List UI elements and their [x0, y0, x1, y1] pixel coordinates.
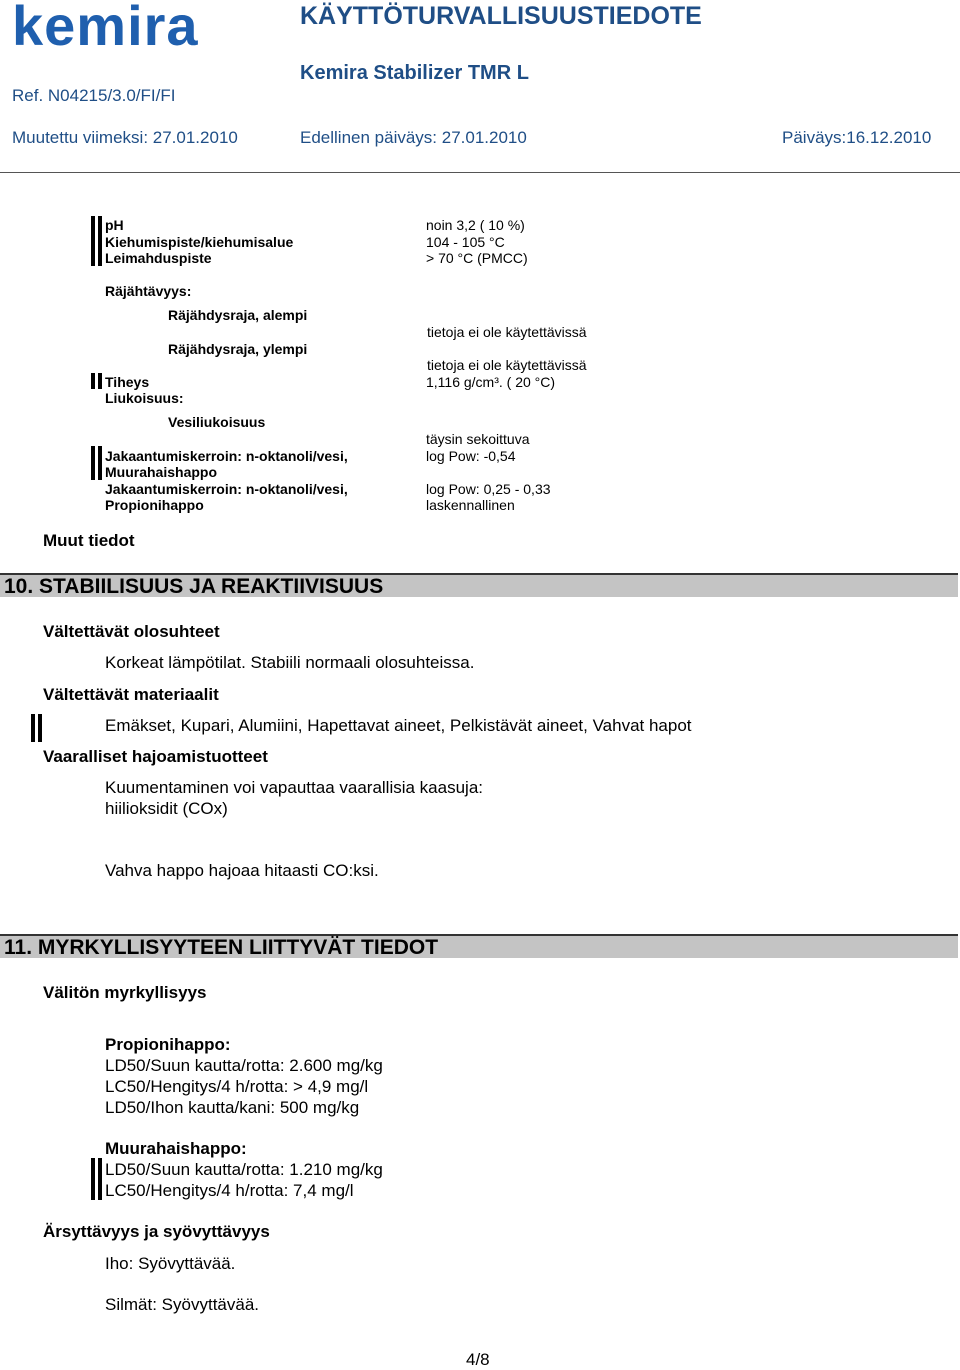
decomposition-note: Vahva happo hajoaa hitaasti CO:ksi. — [105, 861, 379, 880]
flash-point-label: Leimahduspiste — [105, 250, 212, 266]
formic-lc50-inhal: LC50/Hengitys/4 h/rotta: 7,4 mg/l — [105, 1181, 354, 1200]
change-bar — [91, 216, 95, 266]
partition-formic-value: log Pow: -0,54 — [426, 448, 516, 464]
propionic-lc50-inhal: LC50/Hengitys/4 h/rotta: > 4,9 mg/l — [105, 1077, 369, 1096]
upper-limit-value: tietoja ei ole käytettävissä — [427, 357, 587, 373]
lower-limit-value: tietoja ei ole käytettävissä — [427, 324, 587, 340]
materials-text: Emäkset, Kupari, Alumiini, Hapettavat aineet, Pelkistävät aineet, Vahvat hapot — [105, 716, 692, 735]
conditions-text: Korkeat lämpötilat. Stabiili normaali olosuhteissa. — [105, 653, 475, 672]
partition-formic-substance: Muurahaishappo — [105, 464, 218, 480]
partition-propionic-value: log Pow: 0,25 - 0,33 — [426, 481, 551, 497]
partition-propionic-note: laskennallinen — [426, 497, 515, 513]
propionic-ld50-oral: LD50/Suun kautta/rotta: 2.600 mg/kg — [105, 1056, 383, 1075]
issue-date: Päiväys:16.12.2010 — [782, 128, 932, 147]
section-10-heading: 10. STABIILISUUS JA REAKTIIVISUUS — [0, 573, 958, 597]
density-label: Tiheys — [105, 374, 150, 390]
ph-label: pH — [105, 217, 124, 233]
previous-date: Edellinen päiväys: 27.01.2010 — [300, 128, 527, 147]
solubility-label: Liukoisuus: — [105, 390, 184, 406]
acute-toxicity-heading: Välitön myrkyllisyys — [43, 983, 207, 1002]
change-bar — [91, 1158, 95, 1200]
skin-effect: Iho: Syövyttävää. — [105, 1254, 236, 1273]
partition-propionic-substance: Propionihappo — [105, 497, 204, 513]
lower-limit-label: Räjähdysraja, alempi — [168, 307, 308, 323]
page-number: 4/8 — [466, 1350, 490, 1369]
upper-limit-label: Räjähdysraja, ylempi — [168, 341, 308, 357]
explosive-label: Räjähtävyys: — [105, 283, 192, 299]
density-value: 1,116 g/cm³. ( 20 °C) — [426, 374, 556, 390]
materials-heading: Vältettävät materiaalit — [43, 685, 219, 704]
irritation-heading: Ärsyttävyys ja syövyttävyys — [43, 1222, 270, 1241]
change-bar — [38, 714, 42, 742]
change-bar — [98, 1158, 102, 1200]
change-bar — [31, 714, 35, 742]
formic-heading: Muurahaishappo: — [105, 1139, 247, 1158]
product-name: Kemira Stabilizer TMR L — [300, 62, 529, 84]
document-title: KÄYTTÖTURVALLISUUSTIEDOTE — [300, 2, 702, 30]
eye-effect: Silmät: Syövyttävää. — [105, 1295, 260, 1314]
other-info-heading: Muut tiedot — [43, 531, 135, 550]
boiling-value: 104 - 105 °C — [426, 234, 505, 250]
ph-value: noin 3,2 ( 10 %) — [426, 217, 525, 233]
change-bar — [91, 446, 95, 480]
propionic-ld50-dermal: LD50/Ihon kautta/kani: 500 mg/kg — [105, 1098, 360, 1117]
reference-number: Ref. N04215/3.0/FI/FI — [12, 86, 176, 105]
decomposition-products: hiilioksidit (COx) — [105, 799, 228, 818]
water-solubility-value: täysin sekoittuva — [426, 431, 530, 447]
conditions-heading: Vältettävät olosuhteet — [43, 622, 220, 641]
change-bar — [98, 446, 102, 480]
partition-propionic-label: Jakaantumiskerroin: n-oktanoli/vesi, — [105, 481, 348, 497]
formic-ld50-oral: LD50/Suun kautta/rotta: 1.210 mg/kg — [105, 1160, 383, 1179]
boiling-label: Kiehumispiste/kiehumisalue — [105, 234, 294, 250]
modified-date: Muutettu viimeksi: 27.01.2010 — [12, 128, 238, 147]
section-11-heading: 11. MYRKYLLISYYTEEN LIITTYVÄT TIEDOT — [0, 934, 958, 958]
decomposition-text: Kuumentaminen voi vapauttaa vaarallisia kaasuja: — [105, 778, 484, 797]
decomposition-heading: Vaaralliset hajoamistuotteet — [43, 747, 268, 766]
kemira-logo: kemira — [12, 0, 199, 57]
partition-formic-label: Jakaantumiskerroin: n-oktanoli/vesi, — [105, 448, 348, 464]
change-bar — [91, 373, 95, 389]
header-divider — [0, 172, 960, 173]
change-bar — [98, 216, 102, 266]
water-solubility-label: Vesiliukoisuus — [168, 414, 266, 430]
propionic-heading: Propionihappo: — [105, 1035, 231, 1054]
change-bar — [98, 373, 102, 389]
flash-point-value: > 70 °C (PMCC) — [426, 250, 528, 266]
